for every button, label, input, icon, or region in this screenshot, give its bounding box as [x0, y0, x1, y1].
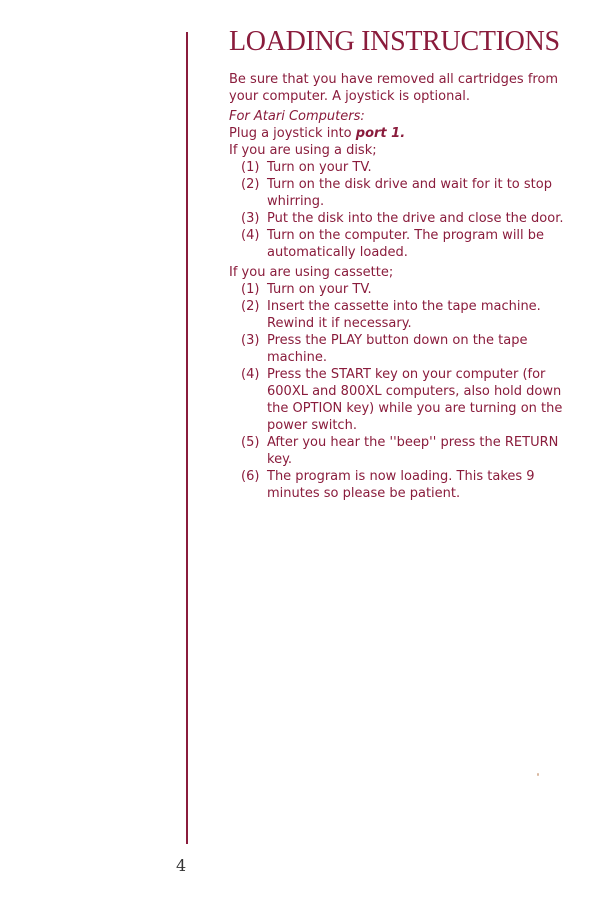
- step-text: The program is now loading. This takes 9 minutes so please be patient.: [267, 469, 535, 501]
- list-item: [229, 468, 579, 502]
- list-item: [229, 332, 579, 366]
- step-number: (1): [241, 160, 260, 175]
- loading-instructions: [229, 24, 579, 502]
- list-item: [229, 281, 579, 298]
- joystick-port: port 1.: [355, 126, 406, 141]
- disk-steps: [229, 159, 579, 261]
- list-item: [229, 176, 579, 210]
- step-number: (2): [241, 177, 260, 192]
- step-text: Turn on your TV.: [267, 282, 372, 297]
- disk-intro: If you are using a disk;: [229, 143, 377, 158]
- step-text: Turn on the disk drive and wait for it to stop whirring.: [267, 177, 552, 209]
- step-number: (3): [241, 211, 260, 226]
- cassette-steps: [229, 281, 579, 502]
- joystick-instruction-text: Plug a joystick into: [229, 126, 356, 141]
- step-text: Insert the cassette into the tape machine. Rewind it if necessary.: [267, 299, 541, 331]
- step-text: Press the START key on your computer (for 600XL and 800XL computers, also hold down the OPTION key) while you are turning on the power switch.: [267, 367, 563, 433]
- step-number: (2): [241, 299, 260, 314]
- paper-speck: [537, 773, 539, 776]
- step-number: (6): [241, 469, 260, 484]
- step-text: Turn on your TV.: [267, 160, 372, 175]
- page-number: 4: [176, 856, 187, 875]
- page-title: LOADING INSTRUCTIONS: [229, 26, 560, 57]
- step-text: Press the PLAY button down on the tape machine.: [267, 333, 528, 365]
- step-text: After you hear the ''beep'' press the RETURN key.: [267, 435, 559, 467]
- step-number: (4): [241, 367, 260, 382]
- intro-paragraph: Be sure that you have removed all cartridges from your computer. A joystick is optional.: [229, 72, 559, 104]
- step-number: (1): [241, 282, 260, 297]
- list-item: [229, 159, 579, 176]
- joystick-instruction: [229, 125, 579, 142]
- step-number: (4): [241, 228, 260, 243]
- list-item: [229, 366, 579, 434]
- cassette-intro: If you are using cassette;: [229, 265, 394, 280]
- step-text: Turn on the computer. The program will be automatically loaded.: [267, 228, 545, 260]
- atari-heading: For Atari Computers:: [229, 109, 365, 124]
- list-item: [229, 434, 579, 468]
- margin-rule: [186, 32, 188, 844]
- step-text: Put the disk into the drive and close the door.: [267, 211, 564, 226]
- list-item: [229, 298, 579, 332]
- list-item: [229, 227, 579, 261]
- list-item: [229, 210, 579, 227]
- step-number: (5): [241, 435, 260, 450]
- step-number: (3): [241, 333, 260, 348]
